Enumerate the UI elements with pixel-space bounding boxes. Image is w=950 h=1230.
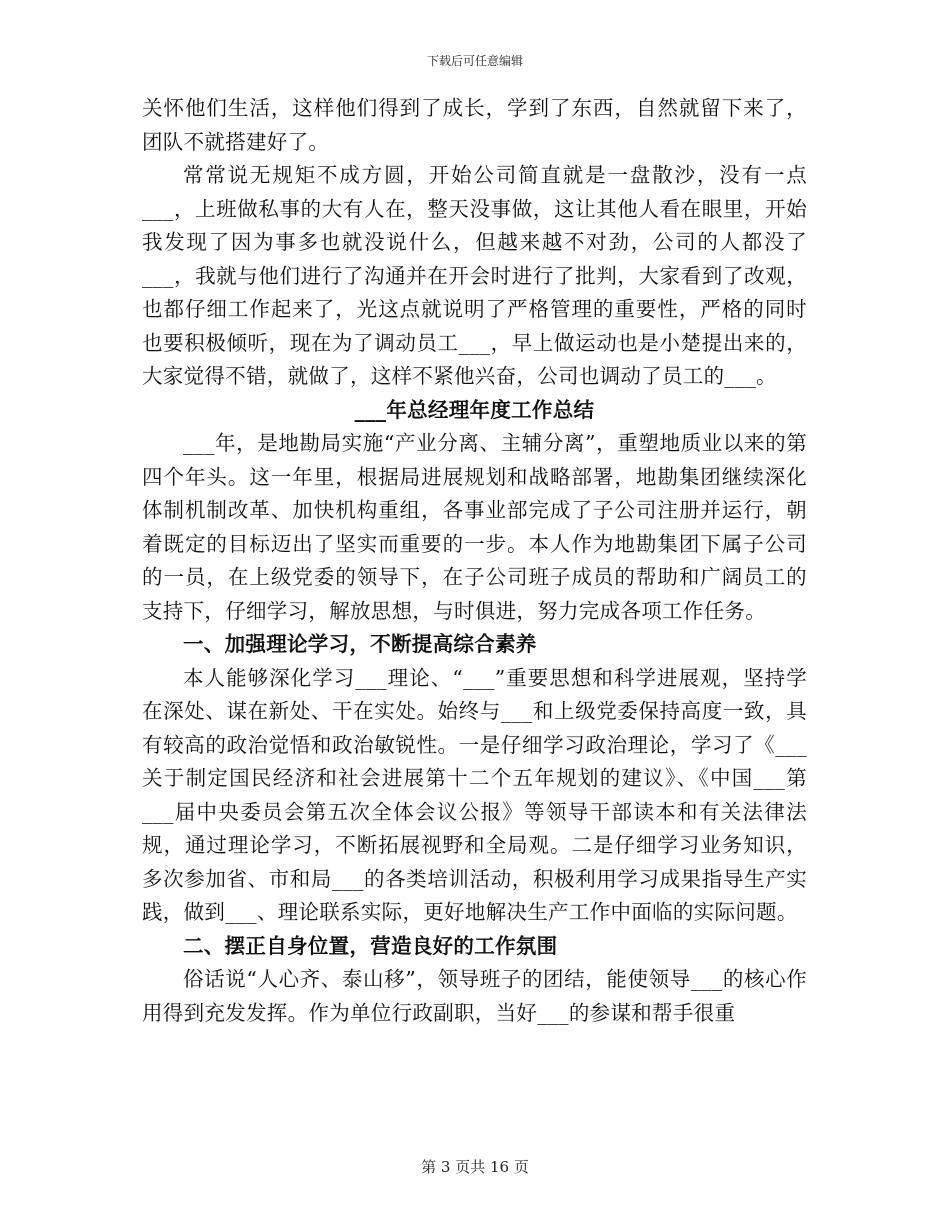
document-body bbox=[142, 92, 807, 1030]
section-title: ___年总经理年度工作总结 bbox=[354, 397, 595, 422]
heading-two: 二、摆正自身位置，营造良好的工作氛围 bbox=[183, 933, 558, 958]
paragraph-intro: ___年，是地勘局实施“产业分离、主辅分离”，重塑地质业以来的第四个年头。这一年里，根据局进展规划和战略部署，地勘集团继续深化体制机制改革、加快机构重组，各事业部完成了子公司注册并运行，朝着既定的目标迈出了坚实而重要的一步。本人作为地勘集团下属子公司的一员，在上级党委的领导下，在子公司班子成员的帮助和广阔员工的支持下，仔细学习，解放思想，与时俱进，努力完成各项工作任务。 bbox=[142, 431, 807, 623]
paragraph-continuation: 关怀他们生活，这样他们得到了成长，学到了东西，自然就留下来了，团队不就搭建好了。 bbox=[142, 96, 807, 154]
page-footer: 第 3 页共 16 页 bbox=[421, 1158, 529, 1176]
paragraph-atmosphere: 俗话说“人心齐、泰山移”，领导班子的团结，能使领导___的核心作用得到充发发挥。作为单位行政副职，当好___的参谋和帮手很重 bbox=[142, 967, 807, 1025]
heading-one: 一、加强理论学习，不断提高综合素养 bbox=[183, 632, 537, 656]
page-header: 下载后可任意编辑 bbox=[426, 54, 523, 68]
paragraph-theory-study: 本人能够深化学习___理论、“___”重要思想和科学进展观，坚持学在深处、谋在新处、干在实处。始终与___和上级党委保持高度一致，具有较高的政治觉悟和政治敏锐性。一是仔细学习政治理论，学习了《___关于制定国民经济和社会进展第十二个五年规划的建议》、《中国___第___届中央委员会第五次全体会议公报》等领导干部读本和有关法律法规，通过理论学习，不断拓展视野和全局观。二是仔细学习业务知识，多次参加省、市和局___的各类培训活动，积极利用学习成果指导生产实践，做到___、理论联系实际，更好地解决生产工作中面临的实际问题。 bbox=[142, 665, 807, 924]
paragraph-rules: 常常说无规矩不成方圆，开始公司简直就是一盘散沙，没有一点___，上班做私事的大有人在，整天没事做，这让其他人看在眼里，开始我发现了因为事多也就没说什么，但越来越不对劲，公司的人都没了___，我就与他们进行了沟通并在开会时进行了批判，大家看到了改观，也都仔细工作起来了，光这点就说明了严格管理的重要性，严格的同时也要积极倾听，现在为了调动员工___，早上做运动也是小楚提出来的，大家觉得不错，就做了，这样不紧他兴奋，公司也调动了员工的___。 bbox=[142, 163, 807, 388]
